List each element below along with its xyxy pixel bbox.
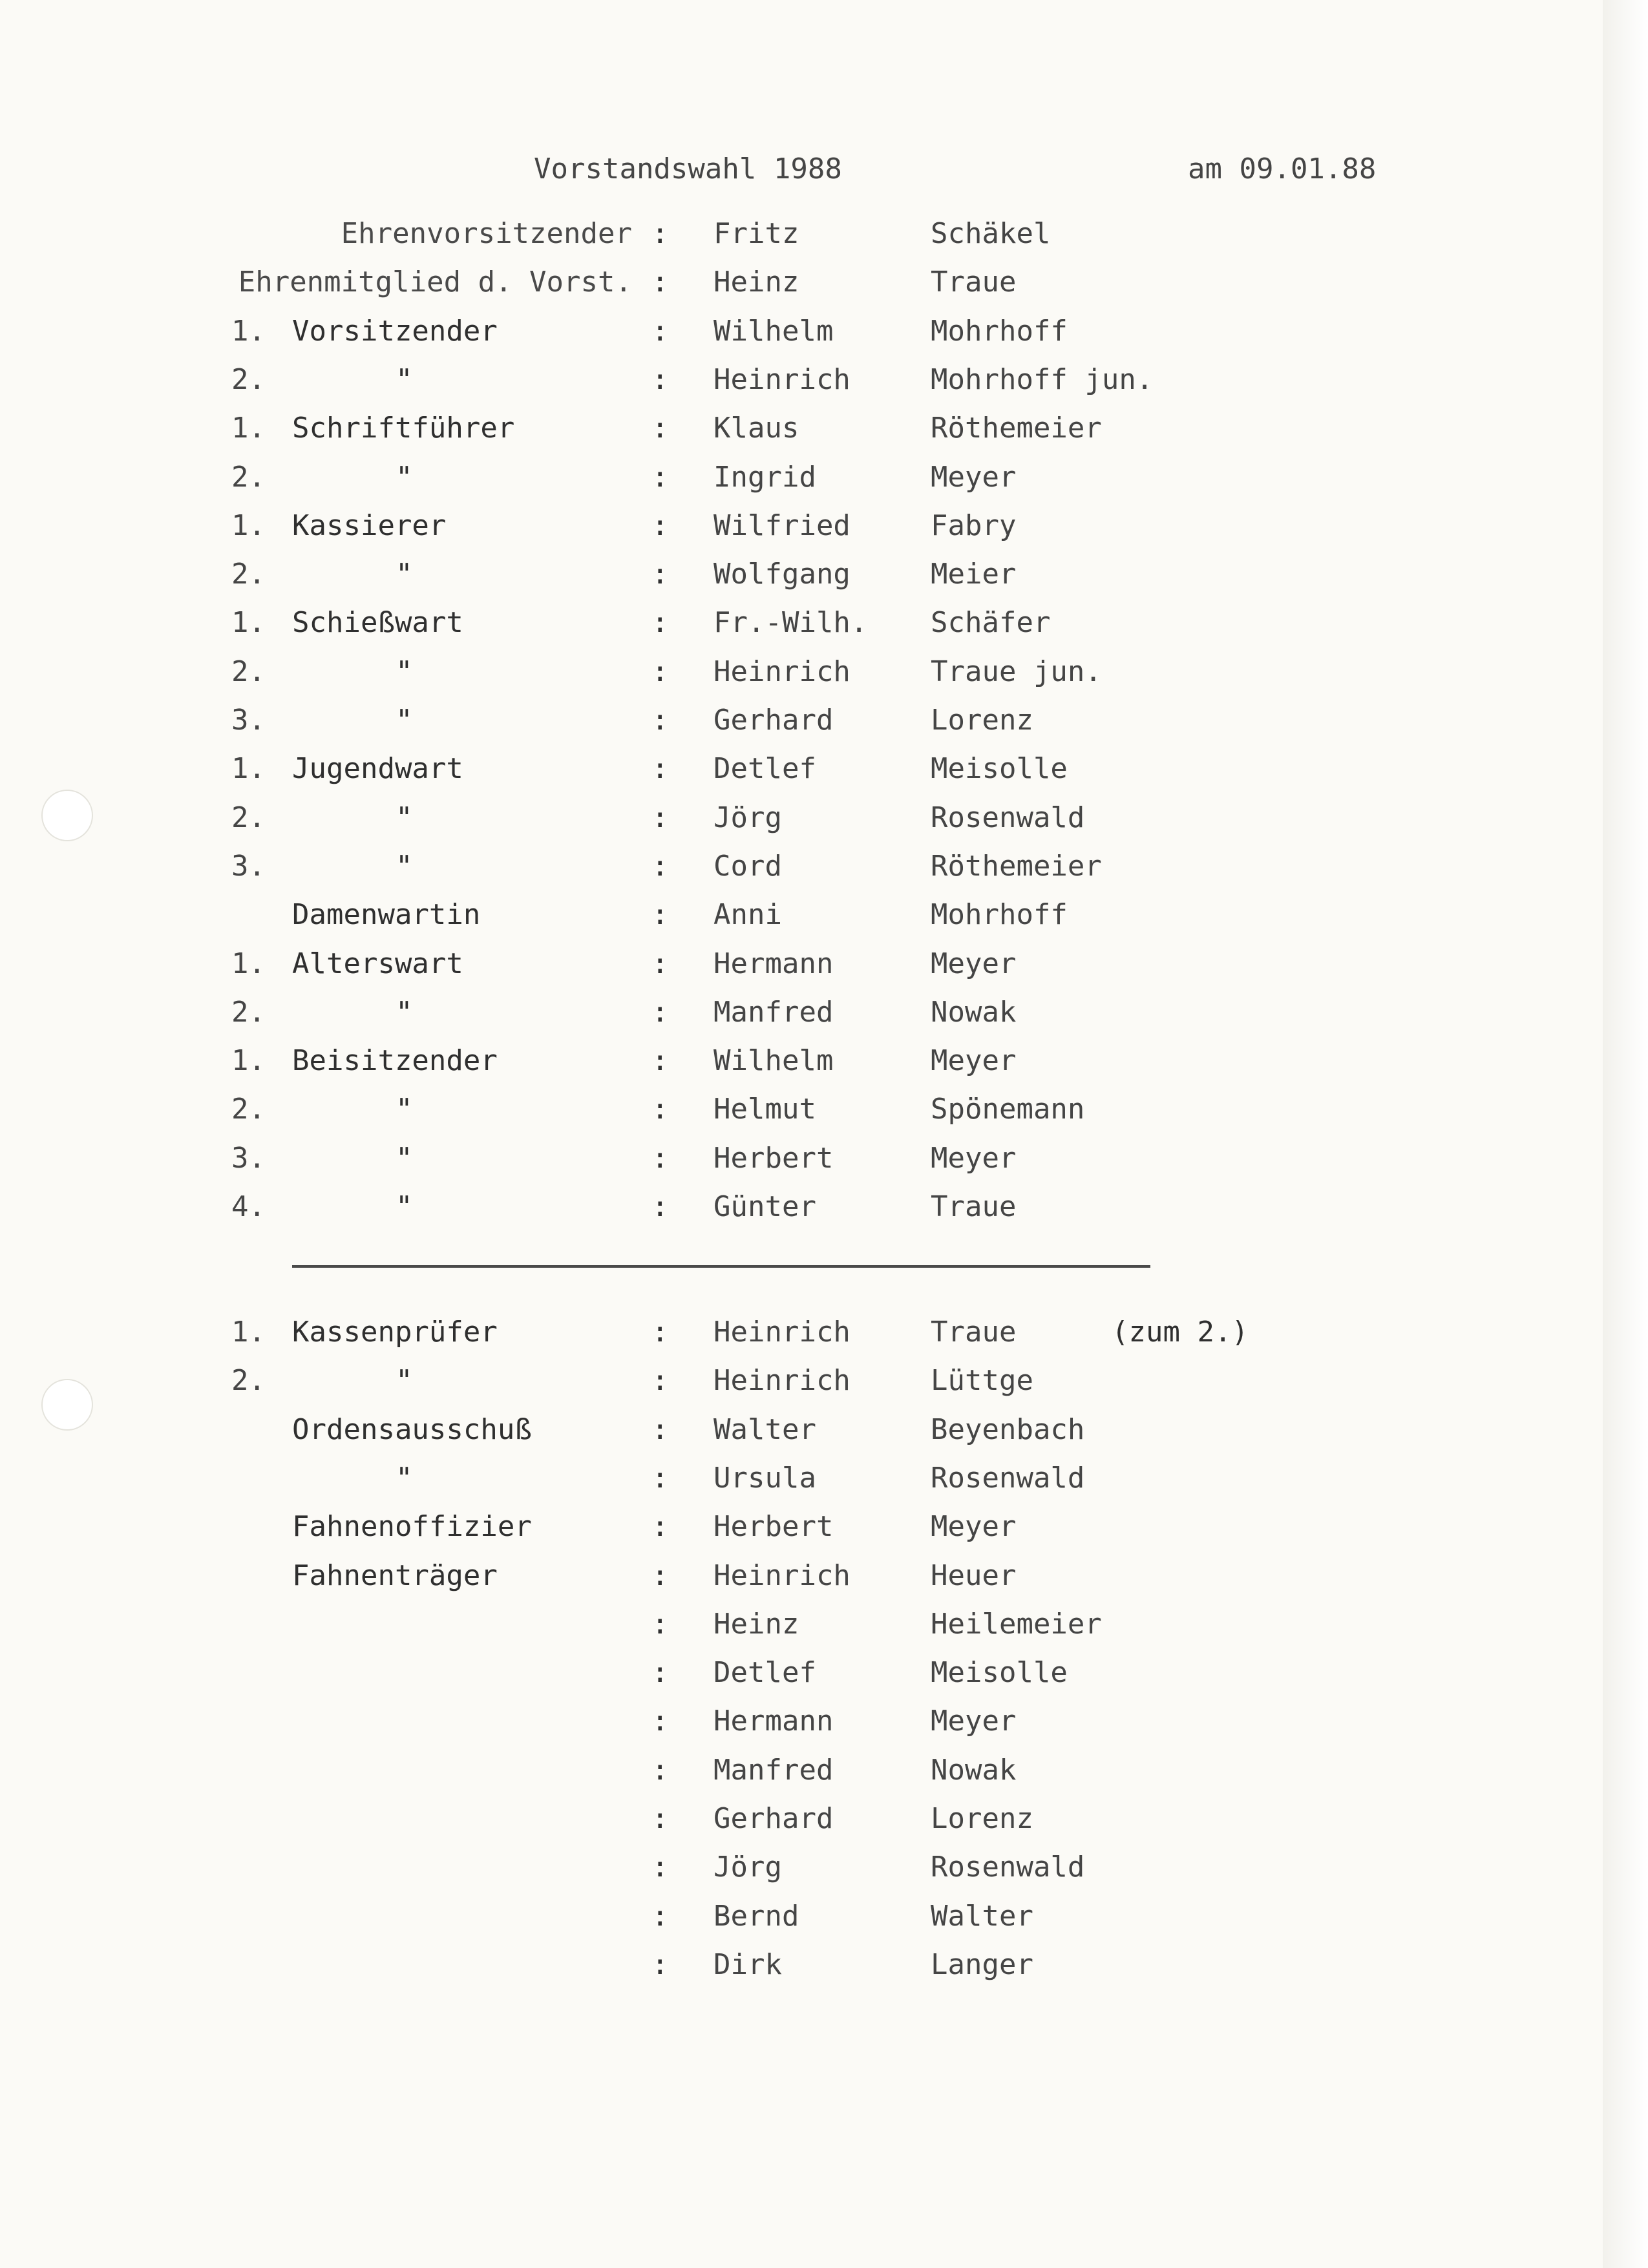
list-item — [0, 1139, 1583, 1178]
separator-colon: : — [651, 1559, 669, 1592]
first-name: Heinrich — [713, 1316, 850, 1349]
last-name: Walter — [931, 1899, 1033, 1933]
role-label: Beisitzender — [292, 1044, 498, 1078]
separator-colon: : — [651, 1851, 669, 1884]
first-name: Wolfgang — [713, 558, 850, 591]
separator-colon: : — [651, 704, 669, 737]
list-item — [0, 409, 1583, 448]
document-date: am 09.01.88 — [1188, 152, 1377, 185]
role-label: Schriftführer — [292, 412, 515, 445]
list-item — [0, 1090, 1583, 1129]
role-label: " — [396, 995, 413, 1029]
position-number: 1. — [231, 1044, 266, 1078]
last-name: Heilemeier — [931, 1607, 1102, 1641]
position-number: 1. — [231, 509, 266, 542]
role-label: Kassenprüfer — [292, 1316, 498, 1349]
first-name: Hermann — [713, 947, 834, 980]
list-item — [0, 555, 1583, 594]
list-item — [0, 1848, 1583, 1887]
first-name: Jörg — [713, 801, 782, 834]
separator-colon: : — [651, 1461, 669, 1495]
separator-colon: : — [651, 1093, 669, 1126]
role-label: " — [396, 1364, 413, 1398]
list-item — [0, 1042, 1583, 1080]
last-name: Meyer — [931, 1044, 1017, 1078]
position-number: 2. — [231, 558, 266, 591]
last-name: Lorenz — [931, 1802, 1033, 1835]
first-name: Wilfried — [713, 509, 850, 542]
first-name: Manfred — [713, 995, 834, 1029]
list-item — [0, 458, 1583, 497]
role-label: Schießwart — [292, 606, 463, 640]
role-label: Damenwartin — [292, 898, 481, 932]
role-label: Ehrenmitglied d. Vorst. — [238, 266, 632, 299]
separator-colon: : — [651, 1705, 669, 1738]
separator-colon: : — [651, 995, 669, 1029]
first-name: Wilhelm — [713, 1044, 834, 1078]
separator-colon: : — [651, 509, 669, 542]
separator-colon: : — [651, 1364, 669, 1398]
first-name: Manfred — [713, 1753, 834, 1787]
first-name: Gerhard — [713, 1802, 834, 1835]
list-item — [0, 1897, 1583, 1936]
role-label: " — [396, 1093, 413, 1126]
last-name: Nowak — [931, 1753, 1017, 1787]
role-label: " — [396, 849, 413, 883]
list-item — [0, 799, 1583, 837]
separator-colon: : — [651, 1316, 669, 1349]
first-name: Bernd — [713, 1899, 799, 1933]
first-name: Herbert — [713, 1141, 834, 1175]
role-label: Jugendwart — [292, 752, 463, 786]
first-name: Günter — [713, 1190, 816, 1223]
role-label: " — [396, 1190, 413, 1223]
first-name: Jörg — [713, 1851, 782, 1884]
first-name: Ursula — [713, 1461, 816, 1495]
list-item — [0, 1751, 1583, 1790]
last-name: Mohrhoff — [931, 314, 1068, 348]
list-item — [0, 1800, 1583, 1838]
position-number: 2. — [231, 801, 266, 834]
separator-colon: : — [651, 217, 669, 250]
last-name: Rosenwald — [931, 1461, 1085, 1495]
position-number: 1. — [231, 412, 266, 445]
separator-colon: : — [651, 314, 669, 348]
separator-colon: : — [651, 1656, 669, 1690]
list-item — [0, 604, 1583, 642]
list-item — [0, 945, 1583, 983]
position-number: 3. — [231, 704, 266, 737]
role-label: Ehrenvorsitzender — [341, 217, 632, 250]
separator-colon: : — [651, 1510, 669, 1544]
position-number: 4. — [231, 1190, 266, 1223]
separator-colon: : — [651, 1753, 669, 1787]
first-name: Anni — [713, 898, 782, 932]
first-name: Ingrid — [713, 460, 816, 494]
role-label: " — [396, 1141, 413, 1175]
separator-colon: : — [651, 655, 669, 688]
list-item — [0, 1313, 1583, 1352]
first-name: Heinz — [713, 266, 799, 299]
last-name: Mohrhoff jun. — [931, 362, 1154, 396]
last-name: Nowak — [931, 995, 1017, 1029]
last-name: Lorenz — [931, 704, 1033, 737]
last-name: Röthemeier — [931, 412, 1102, 445]
list-item — [0, 1946, 1583, 1984]
section-divider — [292, 1265, 1150, 1268]
first-name: Detlef — [713, 752, 816, 786]
separator-colon: : — [651, 1044, 669, 1078]
separator-colon: : — [651, 266, 669, 299]
role-label: " — [396, 460, 413, 494]
separator-colon: : — [651, 849, 669, 883]
first-name: Fritz — [713, 217, 799, 250]
last-name: Meyer — [931, 1141, 1017, 1175]
first-name: Gerhard — [713, 704, 834, 737]
last-name: Meisolle — [931, 752, 1068, 786]
last-name: Lüttge — [931, 1364, 1033, 1398]
role-label: " — [396, 1461, 413, 1495]
role-label: " — [396, 558, 413, 591]
list-item — [0, 312, 1583, 351]
role-label: Alterswart — [292, 947, 463, 980]
list-item — [0, 847, 1583, 886]
list-item — [0, 1507, 1583, 1546]
list-item — [0, 263, 1583, 302]
last-name: Heuer — [931, 1559, 1017, 1592]
remark: (zum 2.) — [1112, 1316, 1249, 1349]
list-item — [0, 1459, 1583, 1498]
last-name: Meyer — [931, 947, 1017, 980]
separator-colon: : — [651, 1412, 669, 1446]
page-edge-shadow — [1603, 0, 1648, 2268]
list-item — [0, 1654, 1583, 1692]
separator-colon: : — [651, 752, 669, 786]
list-item — [0, 1702, 1583, 1741]
list-item — [0, 507, 1583, 545]
first-name: Walter — [713, 1412, 816, 1446]
role-label: " — [396, 362, 413, 396]
separator-colon: : — [651, 1607, 669, 1641]
position-number: 3. — [231, 1141, 266, 1175]
separator-colon: : — [651, 801, 669, 834]
list-item — [0, 1605, 1583, 1644]
role-label: Ordensausschuß — [292, 1412, 532, 1446]
position-number: 1. — [231, 1316, 266, 1349]
list-item — [0, 1188, 1583, 1226]
first-name: Hermann — [713, 1705, 834, 1738]
first-name: Heinz — [713, 1607, 799, 1641]
last-name: Meyer — [931, 1705, 1017, 1738]
role-label: " — [396, 704, 413, 737]
last-name: Rosenwald — [931, 1851, 1085, 1884]
first-name: Klaus — [713, 412, 799, 445]
list-item — [0, 701, 1583, 740]
last-name: Röthemeier — [931, 849, 1102, 883]
separator-colon: : — [651, 1802, 669, 1835]
position-number: 2. — [231, 655, 266, 688]
list-item — [0, 653, 1583, 691]
last-name: Traue jun. — [931, 655, 1102, 688]
last-name: Spönemann — [931, 1093, 1085, 1126]
first-name: Heinrich — [713, 655, 850, 688]
last-name: Langer — [931, 1948, 1033, 1981]
first-name: Helmut — [713, 1093, 816, 1126]
first-name: Heinrich — [713, 1364, 850, 1398]
last-name: Traue — [931, 1190, 1017, 1223]
last-name: Meyer — [931, 460, 1017, 494]
first-name: Heinrich — [713, 362, 850, 396]
position-number: 1. — [231, 947, 266, 980]
first-name: Heinrich — [713, 1559, 850, 1592]
role-label: Fahnenoffizier — [292, 1510, 532, 1544]
position-number: 1. — [231, 314, 266, 348]
list-item — [0, 215, 1583, 253]
document-title: Vorstandswahl 1988 — [534, 152, 842, 185]
first-name: Cord — [713, 849, 782, 883]
last-name: Rosenwald — [931, 801, 1085, 834]
role-label: " — [396, 655, 413, 688]
separator-colon: : — [651, 1141, 669, 1175]
first-name: Detlef — [713, 1656, 816, 1690]
last-name: Meyer — [931, 1510, 1017, 1544]
position-number: 1. — [231, 606, 266, 640]
separator-colon: : — [651, 606, 669, 640]
list-item — [0, 361, 1583, 399]
separator-colon: : — [651, 1190, 669, 1223]
separator-colon: : — [651, 460, 669, 494]
position-number: 3. — [231, 849, 266, 883]
last-name: Schäkel — [931, 217, 1051, 250]
last-name: Traue — [931, 266, 1017, 299]
role-label: Fahnenträger — [292, 1559, 498, 1592]
position-number: 2. — [231, 1093, 266, 1126]
position-number: 2. — [231, 1364, 266, 1398]
first-name: Fr.-Wilh. — [713, 606, 868, 640]
first-name: Dirk — [713, 1948, 782, 1981]
role-label: Kassierer — [292, 509, 447, 542]
list-item — [0, 1411, 1583, 1449]
separator-colon: : — [651, 947, 669, 980]
position-number: 2. — [231, 995, 266, 1029]
last-name: Fabry — [931, 509, 1017, 542]
last-name: Meisolle — [931, 1656, 1068, 1690]
first-name: Wilhelm — [713, 314, 834, 348]
list-item — [0, 750, 1583, 788]
list-item — [0, 993, 1583, 1032]
separator-colon: : — [651, 1948, 669, 1981]
list-item — [0, 896, 1583, 934]
role-label: " — [396, 801, 413, 834]
position-number: 2. — [231, 460, 266, 494]
list-item — [0, 1557, 1583, 1595]
separator-colon: : — [651, 898, 669, 932]
last-name: Schäfer — [931, 606, 1051, 640]
first-name: Herbert — [713, 1510, 834, 1544]
position-number: 2. — [231, 362, 266, 396]
list-item — [0, 1361, 1583, 1400]
separator-colon: : — [651, 412, 669, 445]
separator-colon: : — [651, 1899, 669, 1933]
separator-colon: : — [651, 558, 669, 591]
separator-colon: : — [651, 362, 669, 396]
last-name: Mohrhoff — [931, 898, 1068, 932]
role-label: Vorsitzender — [292, 314, 498, 348]
last-name: Traue — [931, 1316, 1017, 1349]
last-name: Meier — [931, 558, 1017, 591]
last-name: Beyenbach — [931, 1412, 1085, 1446]
position-number: 1. — [231, 752, 266, 786]
